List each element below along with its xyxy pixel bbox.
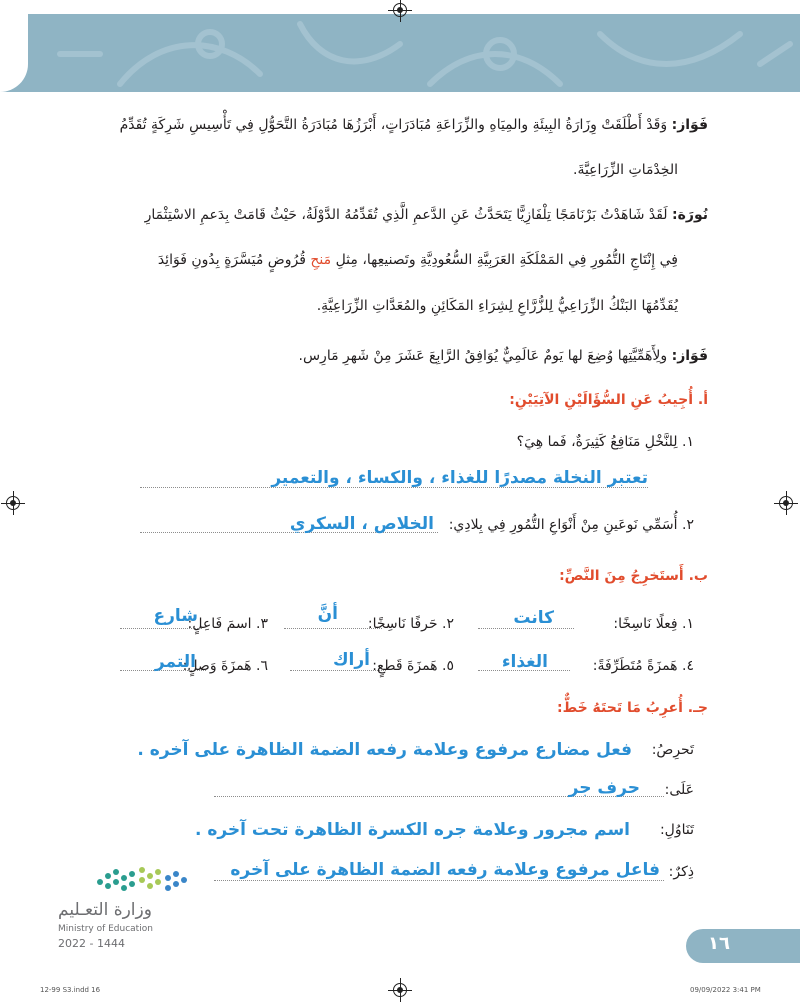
speaker-fawaz: فَوَاز: <box>671 117 708 133</box>
parse-word-2: عَلَى: <box>664 782 694 798</box>
extract-answer-1: كانت <box>513 608 554 628</box>
extract-label-1: ١. فِعلًا نَاسِخًا: <box>613 616 694 632</box>
passage-p2-line2: فِي إِنْتَاجِ التُّمُورِ فِي المَمْلَكَةِ العَرَبِيَّةِ السُّعُودِيَّةِ وتَصنيعِها، مِثلِ مَنحِ قُرُوضٍ مُيَسَّرَةٍ بِدُونِ فَوَائِدَ <box>157 252 678 268</box>
extract-answer-2: أنَّ <box>317 604 338 624</box>
speaker-noura: نُورَة: <box>672 207 708 223</box>
extract-line-3 <box>120 628 202 629</box>
extract-label-4: ٤. هَمزَةً مُتَطَرِّفَةً: <box>592 658 694 674</box>
extract-line-2 <box>284 628 382 629</box>
question-2: ٢. أُسَمِّي نَوعَينِ مِنْ أَنْوَاعِ التُّمُورِ فِي بِلادِي: <box>448 517 694 533</box>
parse-line-4 <box>214 880 664 881</box>
passage-p2-line3: يُقَدِّمُهَا البَنْكُ الزِّرَاعِيُّ لِلزُّرَّاعِ لِشِرَاءِ المَكَائِنِ والمُعَدَّاتِ الزِّرَاعِيَّةِ. <box>316 298 678 314</box>
extract-line-5 <box>290 670 386 671</box>
edition-year: 2022 - 1444 <box>58 937 125 950</box>
extract-answer-4: الغذاء <box>501 652 548 672</box>
parse-answer-2: حرف جر <box>568 778 640 798</box>
parse-word-3: تَنَاوُلِ: <box>659 822 694 838</box>
section-b-heading: ب. أَستَخرِجُ مِنَ النَّصِّ: <box>559 568 708 584</box>
extract-label-2: ٢. حَرفًا نَاسِخًا: <box>367 616 454 632</box>
section-a-heading: أ. أُجِيبُ عَنِ السُّؤَالَيْنِ الآتِيَيْنِ: <box>509 392 708 408</box>
registration-mark-top <box>393 3 407 17</box>
passage-p1-line2: الخِدْمَاتِ الزِّرَاعِيَّةَ. <box>573 162 678 178</box>
ministry-name-arabic: وزارة التعـليم <box>58 900 152 920</box>
extract-label-5: ٥. هَمزَةَ قَطعٍ: <box>372 658 454 674</box>
extract-answer-3: شارع <box>153 606 198 626</box>
registration-mark-bottom <box>393 983 407 997</box>
ministry-logo-icon <box>94 862 190 894</box>
highlight-word: مَنحِ <box>310 252 332 268</box>
parse-answer-4: فاعل مرفوع وعلامة رفعه الضمة الظاهرة على آخره <box>230 860 660 880</box>
extract-label-6: ٦. هَمزَةَ وَصلٍ: <box>182 658 268 674</box>
passage-p2-line1: نُورَة: لَقَدْ شَاهَدْتُ بَرْنَامَجًا تِلْفَازِيًّا يَتَحَدَّثُ عَنِ الدَّعمِ الَّذِي تُقَدِّمُهُ الدَّوْلَةُ، حَيْثُ قَامَتْ بِدَعمِ الاسْتِثْمَارِ <box>144 207 708 223</box>
page-number: ١٦ <box>708 933 730 954</box>
print-slug-left: 12-99 S3.indd 16 <box>40 986 101 994</box>
answer-2: الخلاص ، السكري <box>289 514 434 534</box>
extract-line-1 <box>478 628 574 629</box>
extract-label-3: ٣. اسمَ فَاعِلٍ: <box>187 616 268 632</box>
section-c-heading: جـ. أُعرِبُ مَا تَحتَهُ خَطٌّ: <box>557 700 708 716</box>
speaker-fawaz-2: فَوَاز: <box>671 348 708 364</box>
registration-mark-right <box>779 496 793 510</box>
passage-p3-line1: فَوَاز: ولِأَهَمِّيَّتِها وُضِعَ لها يَومٌ عَالَمِيٌّ يُوَافِقُ الرَّابِعَ عَشَرَ مِنْ شَهرِ مَارِس. <box>298 348 708 364</box>
parse-answer-1: فعل مضارع مرفوع وعلامة رفعه الضمة الظاهرة على آخره . <box>137 740 632 760</box>
passage-p1-line1: فَوَاز: وَقَدْ أَطْلَقَتْ وِزَارَةُ البِيئَةِ والمِيَاهِ والزِّرَاعَةِ مُبَادَرَاتٍ، أَبْرَزُهَا مُبَادَرَةُ التَّحَوُّلِ فِي تَأْسِيسِ شَرِكَةٍ تُقَدِّمُ <box>119 117 708 133</box>
print-slug-right: 09/09/2022 3:41 PM <box>690 986 761 994</box>
answer-1: تعتبر النخلة مصدرًا للغذاء ، والكساء ، والتعمير <box>271 468 648 488</box>
registration-mark-left <box>6 496 20 510</box>
page-number-tab <box>686 929 800 963</box>
calligraphy-decoration <box>0 14 800 92</box>
extract-answer-6: التمر <box>154 652 196 672</box>
extract-answer-5: أراك <box>332 650 370 670</box>
parse-word-1: تَحرِصُ: <box>651 742 694 758</box>
question-1: ١. لِلنَّخْلِ مَنَافِعُ كَثِيرَةٌ، فَما هِيَ؟ <box>516 434 694 450</box>
parse-answer-3: اسم مجرور وعلامة جره الكسرة الظاهرة تحت آخره . <box>194 820 630 840</box>
ministry-name-english: Ministry of Education <box>58 924 153 934</box>
parse-word-4: ذِكرٌ: <box>668 864 694 880</box>
